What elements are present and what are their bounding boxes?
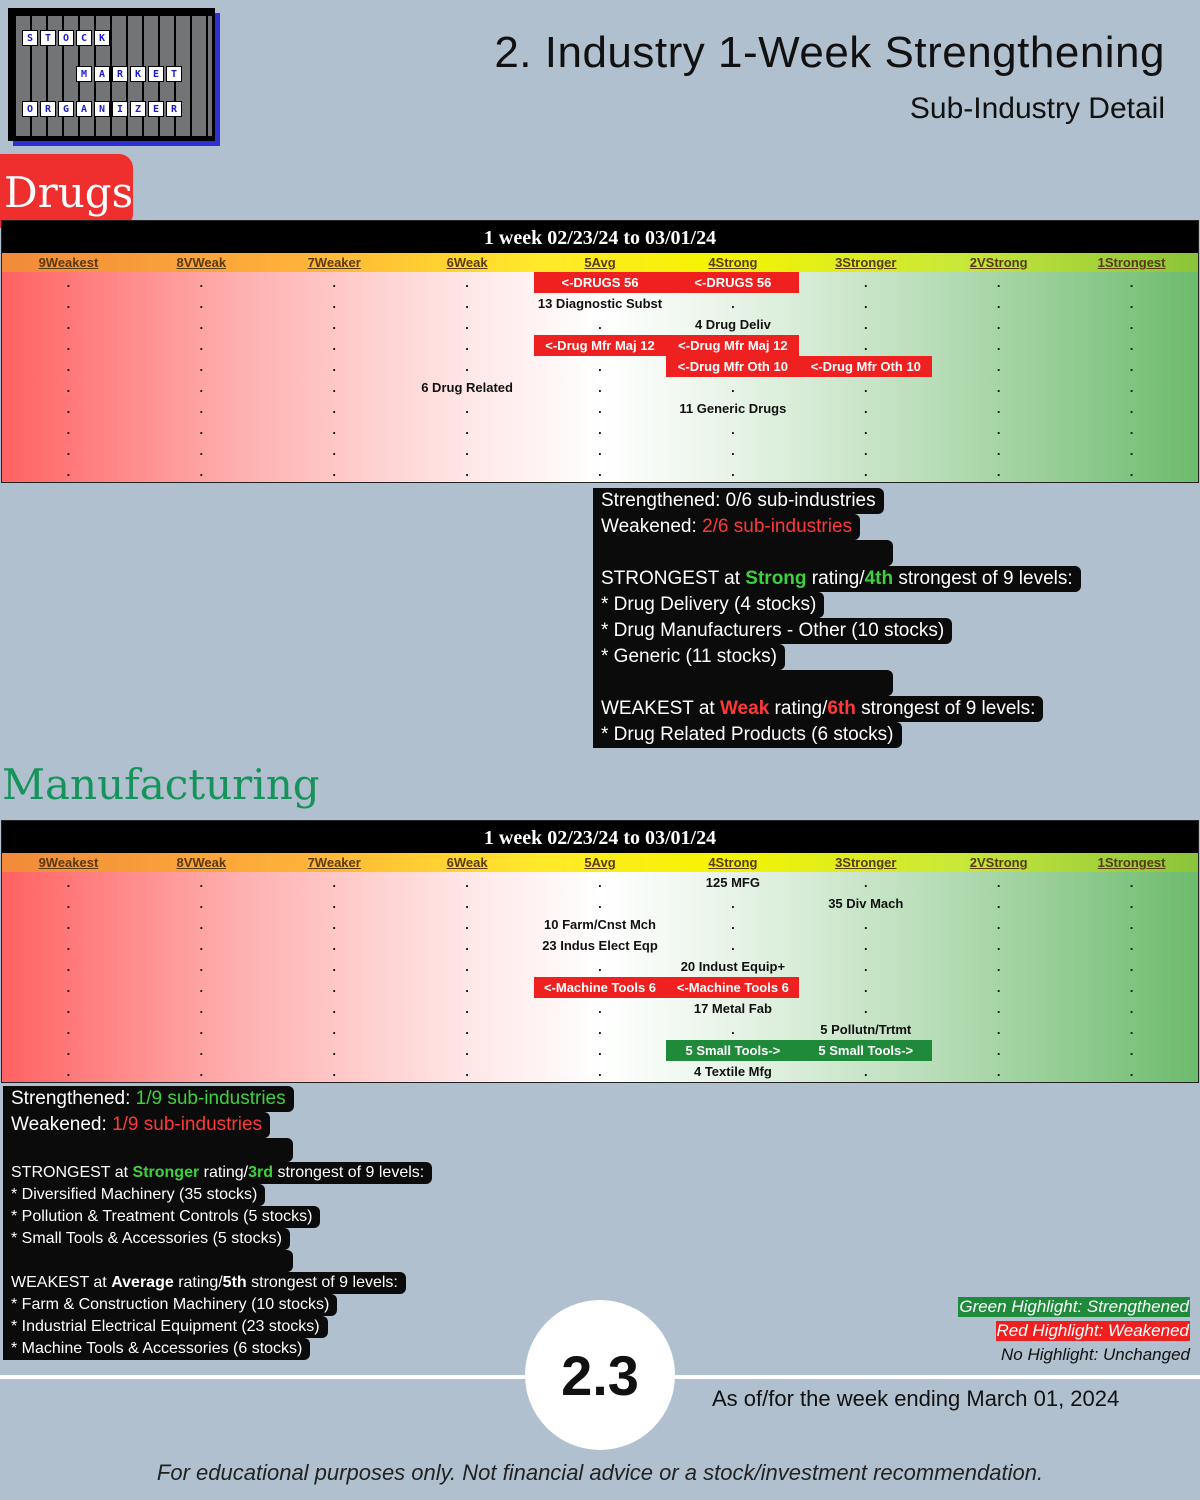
disclaimer: For educational purposes only. Not financial advice or a stock/investment recommendation. xyxy=(156,1460,1044,1485)
empty-cell: . xyxy=(598,1064,602,1079)
empty-cell: . xyxy=(1129,443,1134,458)
empty-cell: . xyxy=(199,338,204,353)
empty-cell: . xyxy=(66,380,71,395)
drugs-table xyxy=(1,220,1199,483)
logo-letter: O xyxy=(58,30,74,46)
logo-letter: M xyxy=(76,66,92,82)
empty-cell: . xyxy=(996,1001,1001,1016)
empty-cell: . xyxy=(199,443,204,458)
strongest-heading: STRONGEST at Stronger rating/3rd strongest of 9 levels: xyxy=(3,1162,432,1184)
empty-cell: . xyxy=(66,917,71,932)
list-item: * Drug Manufacturers - Other (10 stocks) xyxy=(593,618,952,644)
level-header-6weak: 6Weak xyxy=(446,855,488,870)
spacer xyxy=(3,1250,293,1272)
table-row xyxy=(2,356,1198,377)
manufacturing-table xyxy=(1,820,1199,1083)
strengthened-cell: 5 Small Tools-> xyxy=(666,1040,799,1061)
empty-cell: . xyxy=(863,1064,868,1079)
logo-letter: R xyxy=(166,101,182,117)
logo-letter: A xyxy=(76,101,92,117)
legend-none: No Highlight: Unchanged xyxy=(1000,1345,1190,1364)
empty-cell: . xyxy=(465,296,469,311)
strongest-list xyxy=(593,592,1081,670)
sub-industry-cell: 35 Div Mach xyxy=(828,896,904,911)
empty-cell: . xyxy=(1129,422,1134,437)
empty-cell: . xyxy=(598,317,602,332)
empty-cell: . xyxy=(1129,317,1134,332)
empty-cell: . xyxy=(332,959,337,974)
empty-cell: . xyxy=(332,338,337,353)
strengthened-cell: 5 Small Tools-> xyxy=(799,1040,932,1061)
empty-cell: . xyxy=(465,338,469,353)
empty-cell: . xyxy=(199,980,204,995)
empty-cell: . xyxy=(731,443,735,458)
empty-cell: . xyxy=(1129,938,1134,953)
logo-letter: T xyxy=(166,66,182,82)
spacer xyxy=(3,1138,293,1162)
empty-cell: . xyxy=(598,464,602,479)
empty-cell: . xyxy=(996,380,1001,395)
empty-cell: . xyxy=(332,875,337,890)
empty-cell: . xyxy=(598,380,602,395)
empty-cell: . xyxy=(332,380,337,395)
list-item: * Machine Tools & Accessories (6 stocks) xyxy=(3,1338,310,1360)
empty-cell: . xyxy=(66,464,71,479)
list-item: * Small Tools & Accessories (5 stocks) xyxy=(3,1228,290,1250)
table-row xyxy=(2,977,1198,998)
empty-cell: . xyxy=(1129,464,1134,479)
empty-cell: . xyxy=(1129,959,1134,974)
level-header-row xyxy=(2,853,1198,872)
logo-letter: R xyxy=(40,101,56,117)
logo-letter: E xyxy=(148,101,164,117)
table-row xyxy=(2,419,1198,440)
empty-cell: . xyxy=(66,338,71,353)
empty-cell: . xyxy=(66,401,71,416)
empty-cell: . xyxy=(465,275,469,290)
empty-cell: . xyxy=(996,1043,1001,1058)
empty-cell: . xyxy=(465,1022,469,1037)
empty-cell: . xyxy=(332,317,337,332)
logo-letter: S xyxy=(22,30,38,46)
weakened-cell: <-DRUGS 56 xyxy=(534,272,667,293)
sub-industry-cell: 5 Pollutn/Trtmt xyxy=(820,1022,912,1037)
empty-cell: . xyxy=(1129,1064,1134,1079)
empty-cell: . xyxy=(1129,1043,1134,1058)
empty-cell: . xyxy=(66,359,71,374)
empty-cell: . xyxy=(1129,296,1134,311)
logo-letter: G xyxy=(58,101,74,117)
page-subtitle: Sub-Industry Detail xyxy=(909,92,1165,125)
empty-cell: . xyxy=(199,464,204,479)
logo-letter: R xyxy=(112,66,128,82)
logo-row-organizer xyxy=(22,101,182,117)
sub-industry-cell: 4 Textile Mfg xyxy=(693,1064,772,1079)
empty-cell: . xyxy=(996,422,1001,437)
empty-cell: . xyxy=(465,1043,469,1058)
level-header-3stronger: 3Stronger xyxy=(835,855,897,870)
table-row xyxy=(2,1061,1198,1082)
empty-cell: . xyxy=(1129,380,1134,395)
empty-cell: . xyxy=(332,1043,337,1058)
strengthened-line: Strengthened: 1/9 sub-industries xyxy=(3,1086,294,1112)
empty-cell: . xyxy=(863,317,868,332)
empty-cell: . xyxy=(199,401,204,416)
empty-cell: . xyxy=(465,875,469,890)
empty-cell: . xyxy=(863,401,868,416)
empty-cell: . xyxy=(332,896,337,911)
table-title: 1 week 02/23/24 to 03/01/24 xyxy=(2,221,1198,253)
empty-cell: . xyxy=(66,275,71,290)
empty-cell: . xyxy=(332,938,337,953)
empty-cell: . xyxy=(199,275,204,290)
list-item: * Farm & Construction Machinery (10 stocks) xyxy=(3,1294,337,1316)
empty-cell: . xyxy=(465,938,469,953)
level-header-8vweak: 8VWeak xyxy=(176,255,227,270)
empty-cell: . xyxy=(863,917,868,932)
drugs-summary xyxy=(593,488,1081,748)
empty-cell: . xyxy=(598,1043,602,1058)
empty-cell: . xyxy=(66,1043,71,1058)
logo-letter: C xyxy=(76,30,92,46)
empty-cell: . xyxy=(465,980,469,995)
empty-cell: . xyxy=(598,959,602,974)
table-row xyxy=(2,935,1198,956)
list-item: * Diversified Machinery (35 stocks) xyxy=(3,1184,265,1206)
sub-industry-cell: 125 MFG xyxy=(705,875,760,890)
weakened-cell: <-Machine Tools 6 xyxy=(666,977,799,998)
empty-cell: . xyxy=(465,1001,469,1016)
empty-cell: . xyxy=(1129,896,1134,911)
table-row xyxy=(2,272,1198,293)
sub-industry-cell: 4 Drug Deliv xyxy=(694,317,771,332)
list-item: * Generic (11 stocks) xyxy=(593,644,785,670)
empty-cell: . xyxy=(465,317,469,332)
strongest-heading: STRONGEST at Strong rating/4th strongest of 9 levels: xyxy=(593,566,1081,592)
table-row xyxy=(2,1019,1198,1040)
empty-cell: . xyxy=(731,917,735,932)
level-header-1strongest: 1Strongest xyxy=(1097,855,1166,870)
level-header-5avg: 5Avg xyxy=(584,855,616,870)
level-header-7weaker: 7Weaker xyxy=(307,255,361,270)
empty-cell: . xyxy=(465,896,469,911)
legend-red: Red Highlight: Weakened xyxy=(996,1321,1189,1340)
empty-cell: . xyxy=(996,359,1001,374)
empty-cell: . xyxy=(863,959,868,974)
table-title: 1 week 02/23/24 to 03/01/24 xyxy=(2,821,1198,853)
level-header-2vstrong: 2VStrong xyxy=(969,855,1028,870)
empty-cell: . xyxy=(199,1001,204,1016)
empty-cell: . xyxy=(731,464,735,479)
spacer xyxy=(593,540,893,566)
stock-market-organizer-logo xyxy=(8,8,215,141)
empty-cell: . xyxy=(731,1022,735,1037)
empty-cell: . xyxy=(66,896,71,911)
empty-cell: . xyxy=(465,1064,469,1079)
sub-industry-cell: 17 Metal Fab xyxy=(693,1001,772,1016)
empty-cell: . xyxy=(598,443,602,458)
level-header-9weakest: 9Weakest xyxy=(38,255,99,270)
sub-industry-cell: 23 Indus Elect Eqp xyxy=(542,938,658,953)
empty-cell: . xyxy=(996,1022,1001,1037)
empty-cell: . xyxy=(199,296,204,311)
empty-cell: . xyxy=(332,275,337,290)
sub-industry-cell: 10 Farm/Cnst Mch xyxy=(544,917,656,932)
empty-cell: . xyxy=(332,443,337,458)
empty-cell: . xyxy=(199,359,204,374)
drugs-section-label: Drugs xyxy=(0,154,133,228)
weakened-cell: <-Drug Mfr Maj 12 xyxy=(534,335,667,356)
table-body xyxy=(2,272,1198,482)
table-row xyxy=(2,440,1198,461)
weakest-heading: WEAKEST at Average rating/5th strongest of 9 levels: xyxy=(3,1272,406,1294)
empty-cell: . xyxy=(66,317,71,332)
empty-cell: . xyxy=(199,896,204,911)
empty-cell: . xyxy=(66,938,71,953)
empty-cell: . xyxy=(996,938,1001,953)
empty-cell: . xyxy=(465,443,469,458)
empty-cell: . xyxy=(465,422,469,437)
empty-cell: . xyxy=(66,443,71,458)
empty-cell: . xyxy=(996,401,1001,416)
page-title: 2. Industry 1-Week Strengthening xyxy=(494,28,1165,77)
empty-cell: . xyxy=(1129,338,1134,353)
empty-cell: . xyxy=(1129,875,1134,890)
level-header-7weaker: 7Weaker xyxy=(307,855,361,870)
logo-letter: N xyxy=(94,101,110,117)
empty-cell: . xyxy=(996,1064,1001,1079)
empty-cell: . xyxy=(66,1022,71,1037)
empty-cell: . xyxy=(996,896,1001,911)
empty-cell: . xyxy=(199,1022,204,1037)
empty-cell: . xyxy=(199,1064,204,1079)
logo-letter: E xyxy=(148,66,164,82)
empty-cell: . xyxy=(1129,401,1134,416)
empty-cell: . xyxy=(731,380,735,395)
level-header-3stronger: 3Stronger xyxy=(835,255,897,270)
empty-cell: . xyxy=(598,875,602,890)
manufacturing-section-label: Manufacturing xyxy=(2,760,320,809)
empty-cell: . xyxy=(332,401,337,416)
table-body xyxy=(2,872,1198,1082)
empty-cell: . xyxy=(465,359,469,374)
empty-cell: . xyxy=(863,422,868,437)
empty-cell: . xyxy=(332,359,337,374)
empty-cell: . xyxy=(996,875,1001,890)
empty-cell: . xyxy=(199,317,204,332)
table-row xyxy=(2,461,1198,482)
empty-cell: . xyxy=(1129,1001,1134,1016)
weakened-cell: <-Drug Mfr Oth 10 xyxy=(666,356,799,377)
empty-cell: . xyxy=(465,401,469,416)
empty-cell: . xyxy=(996,959,1001,974)
empty-cell: . xyxy=(199,959,204,974)
legend-green: Green Highlight: Strengthened xyxy=(959,1297,1189,1316)
sub-industry-cell: 11 Generic Drugs xyxy=(679,401,787,416)
weakest-list xyxy=(3,1294,432,1360)
empty-cell: . xyxy=(863,296,868,311)
empty-cell: . xyxy=(66,1064,71,1079)
empty-cell: . xyxy=(66,980,71,995)
list-item: * Drug Delivery (4 stocks) xyxy=(593,592,824,618)
empty-cell: . xyxy=(1129,980,1134,995)
sub-industry-cell: 13 Diagnostic Subst xyxy=(537,296,663,311)
weakened-cell: <-Drug Mfr Maj 12 xyxy=(666,335,799,356)
empty-cell: . xyxy=(863,275,868,290)
table-row xyxy=(2,314,1198,335)
highlight-legend xyxy=(958,1297,1190,1369)
empty-cell: . xyxy=(863,980,868,995)
empty-cell: . xyxy=(996,917,1001,932)
empty-cell: . xyxy=(66,959,71,974)
logo-row-market xyxy=(76,66,182,82)
empty-cell: . xyxy=(996,275,1001,290)
logo-letter: A xyxy=(94,66,110,82)
empty-cell: . xyxy=(996,317,1001,332)
empty-cell: . xyxy=(465,464,469,479)
empty-cell: . xyxy=(332,296,337,311)
strengthened-line: Strengthened: 0/6 sub-industries xyxy=(593,488,884,514)
strongest-list xyxy=(3,1184,432,1250)
table-row xyxy=(2,293,1198,314)
empty-cell: . xyxy=(66,296,71,311)
empty-cell: . xyxy=(598,422,602,437)
empty-cell: . xyxy=(996,980,1001,995)
empty-cell: . xyxy=(731,422,735,437)
weakened-line: Weakened: 2/6 sub-industries xyxy=(593,514,860,540)
level-header-row xyxy=(2,253,1198,272)
table-row xyxy=(2,1040,1198,1061)
logo-letter: K xyxy=(94,30,110,46)
empty-cell: . xyxy=(1129,359,1134,374)
empty-cell: . xyxy=(1129,917,1134,932)
empty-cell: . xyxy=(199,917,204,932)
empty-cell: . xyxy=(66,1001,71,1016)
empty-cell: . xyxy=(465,917,469,932)
table-row xyxy=(2,893,1198,914)
empty-cell: . xyxy=(598,896,602,911)
page-number-badge: 2.3 xyxy=(525,1300,675,1450)
level-header-6weak: 6Weak xyxy=(446,255,488,270)
table-row xyxy=(2,377,1198,398)
empty-cell: . xyxy=(996,443,1001,458)
table-row xyxy=(2,872,1198,893)
table-row xyxy=(2,914,1198,935)
empty-cell: . xyxy=(199,875,204,890)
table-row xyxy=(2,335,1198,356)
logo-letter: K xyxy=(130,66,146,82)
logo-letter: Z xyxy=(130,101,146,117)
empty-cell: . xyxy=(199,938,204,953)
empty-cell: . xyxy=(199,1043,204,1058)
table-row xyxy=(2,998,1198,1019)
empty-cell: . xyxy=(863,338,868,353)
list-item: * Industrial Electrical Equipment (23 stocks) xyxy=(3,1316,328,1338)
empty-cell: . xyxy=(598,401,602,416)
list-item: * Pollution & Treatment Controls (5 stocks) xyxy=(3,1206,320,1228)
empty-cell: . xyxy=(66,422,71,437)
empty-cell: . xyxy=(598,1001,602,1016)
weakened-cell: <-Drug Mfr Oth 10 xyxy=(799,356,932,377)
empty-cell: . xyxy=(332,1064,337,1079)
empty-cell: . xyxy=(332,422,337,437)
empty-cell: . xyxy=(598,359,602,374)
logo-letter: T xyxy=(40,30,56,46)
level-header-8vweak: 8VWeak xyxy=(176,855,227,870)
empty-cell: . xyxy=(332,917,337,932)
level-header-4strong: 4Strong xyxy=(708,855,758,870)
empty-cell: . xyxy=(332,464,337,479)
weakened-cell: <-Machine Tools 6 xyxy=(534,977,667,998)
empty-cell: . xyxy=(863,380,868,395)
empty-cell: . xyxy=(66,875,71,890)
empty-cell: . xyxy=(863,1001,868,1016)
level-header-1strongest: 1Strongest xyxy=(1097,255,1166,270)
empty-cell: . xyxy=(465,959,469,974)
empty-cell: . xyxy=(598,1022,602,1037)
sub-industry-cell: 20 Indust Equip+ xyxy=(680,959,786,974)
empty-cell: . xyxy=(863,464,868,479)
sub-industry-cell: 6 Drug Related xyxy=(421,380,513,395)
weakest-heading: WEAKEST at Weak rating/6th strongest of 9 levels: xyxy=(593,696,1043,722)
empty-cell: . xyxy=(863,875,868,890)
level-header-4strong: 4Strong xyxy=(708,255,758,270)
weakened-cell: <-DRUGS 56 xyxy=(666,272,799,293)
manufacturing-summary xyxy=(3,1086,432,1360)
table-row xyxy=(2,398,1198,419)
logo-letter: I xyxy=(112,101,128,117)
logo-letter: O xyxy=(22,101,38,117)
empty-cell: . xyxy=(731,896,735,911)
empty-cell: . xyxy=(996,464,1001,479)
empty-cell: . xyxy=(332,980,337,995)
empty-cell: . xyxy=(731,296,735,311)
empty-cell: . xyxy=(332,1001,337,1016)
logo-row-stock xyxy=(22,30,110,46)
empty-cell: . xyxy=(731,938,735,953)
empty-cell: . xyxy=(863,938,868,953)
spacer xyxy=(593,670,893,696)
empty-cell: . xyxy=(1129,275,1134,290)
empty-cell: . xyxy=(863,443,868,458)
empty-cell: . xyxy=(332,1022,337,1037)
empty-cell: . xyxy=(996,338,1001,353)
empty-cell: . xyxy=(199,380,204,395)
level-header-2vstrong: 2VStrong xyxy=(969,255,1028,270)
level-header-5avg: 5Avg xyxy=(584,255,616,270)
weakest-list xyxy=(593,722,1081,748)
empty-cell: . xyxy=(199,422,204,437)
list-item: * Drug Related Products (6 stocks) xyxy=(593,722,902,748)
level-header-9weakest: 9Weakest xyxy=(38,855,99,870)
as-of-date: As of/for the week ending March 01, 2024 xyxy=(712,1386,1120,1411)
weakened-line: Weakened: 1/9 sub-industries xyxy=(3,1112,270,1138)
empty-cell: . xyxy=(1129,1022,1134,1037)
table-row xyxy=(2,956,1198,977)
empty-cell: . xyxy=(996,296,1001,311)
